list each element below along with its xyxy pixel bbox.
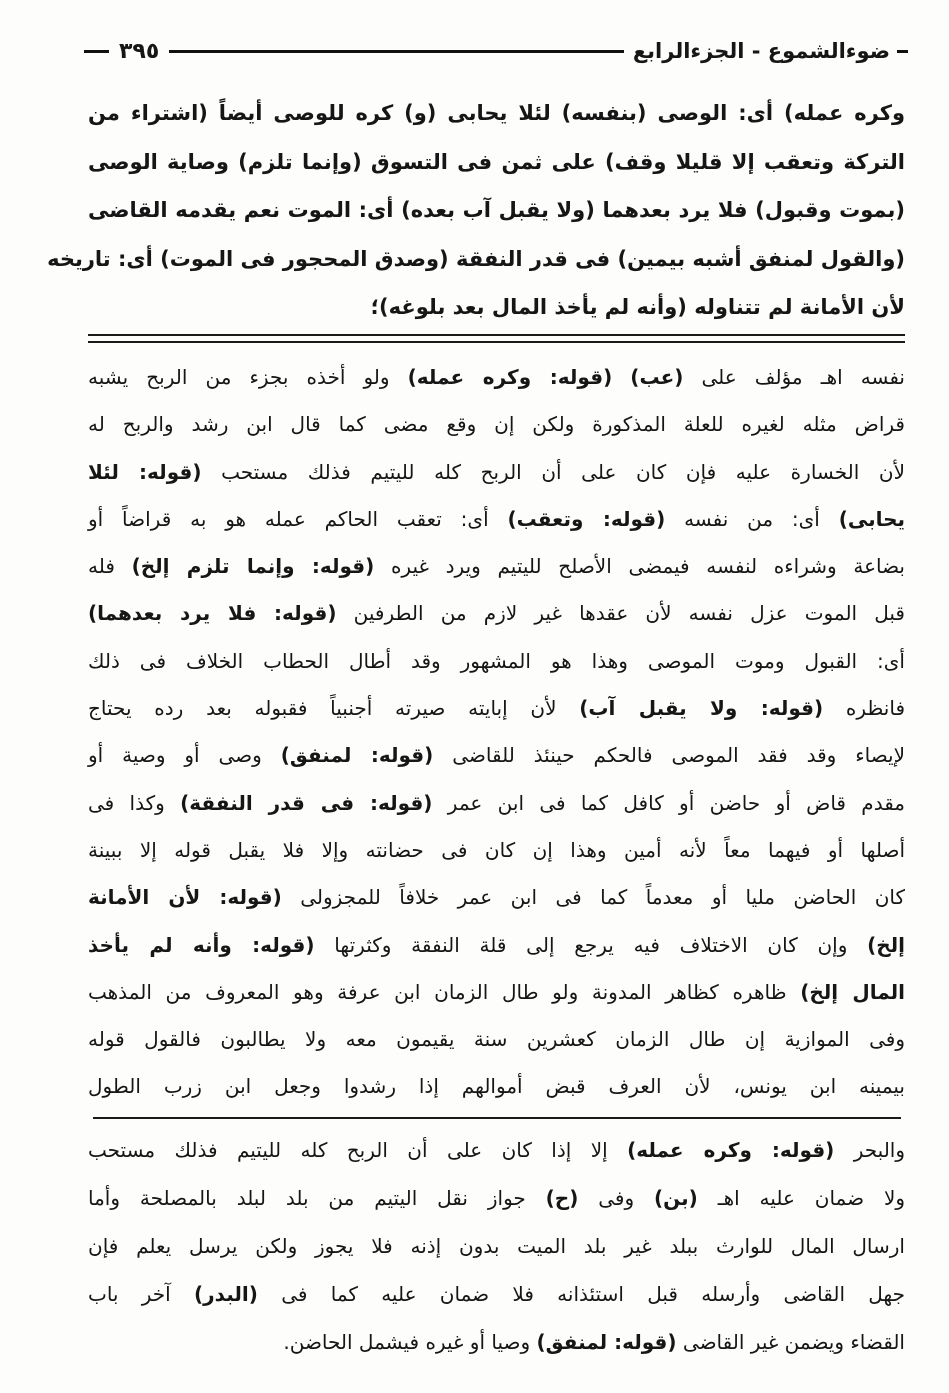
- commentary-text: ولا ضمان عليه اهـ: [717, 1186, 906, 1210]
- quoted-lemma: (ح): [545, 1186, 579, 1210]
- commentary-line: [88, 354, 905, 401]
- book-title: ضوءالشموع - الجزءالرابع: [632, 39, 890, 63]
- commentary-text: القضاء ويضمن غير القاضى: [682, 1330, 905, 1354]
- quoted-lemma: (قوله: ولا يقبل آب): [579, 696, 824, 721]
- commentary-line: [88, 685, 905, 732]
- commentary-text: أى: تعقب الحاكم عمله هو به قراضاً أو: [88, 506, 489, 531]
- commentary-text: وكذا فى: [88, 790, 165, 815]
- commentary-text: إلا إذا كان على أن الربح كله لليتيم فذلك مستحب: [88, 1138, 608, 1162]
- quoted-lemma: (البدر): [194, 1282, 258, 1306]
- commentary-text: مقدم قاض أو حاضن أو كافل كما فى ابن عمر: [447, 790, 906, 815]
- quoted-lemma: (عب): [630, 365, 684, 389]
- commentary-text: فانظره: [845, 696, 906, 721]
- main-text: [47, 89, 905, 332]
- commentary-text: ظاهره كظاهر المدونة ولو طال الزمان ابن عرفة وهو المعروف من المذهب: [88, 979, 787, 1004]
- quoted-lemma: (قوله: وأنه لم يأخذ: [88, 932, 315, 957]
- quoted-lemma: (قوله: فى قدر النفقة): [180, 790, 433, 815]
- commentary-line: [88, 1016, 905, 1063]
- bottom-note: [88, 1126, 905, 1366]
- commentary-line: [88, 1063, 905, 1110]
- main-text-line: (بموت وقبول) فلا يرد بعدهما (ولا يقبل آب بعده) أى: الموت نعم يقدمه القاضى: [88, 198, 905, 222]
- bottom-note-line: [88, 1222, 905, 1270]
- commentary-text: أى: القبول وموت الموصى وهذا هو المشهور وقد أطال الحطاب الخلاف فى ذلك: [88, 648, 905, 673]
- commentary-footnotes: [88, 354, 905, 1111]
- header-rule: [169, 50, 624, 53]
- commentary-text: والبحر: [853, 1138, 906, 1162]
- commentary-text: وصى أو وصية أو: [88, 743, 262, 768]
- quoted-lemma: (قوله: لمنفق): [280, 743, 434, 768]
- commentary-line: [88, 496, 905, 543]
- commentary-line: [88, 449, 905, 496]
- commentary-line: [88, 401, 905, 448]
- commentary-text: بيمينه ابن يونس، لأن العرف قبض أموالهم إذا رشدوا وجعل ابن زرب الطول: [88, 1074, 905, 1099]
- commentary-text: ولو أخذه بجزء من الربح يشبه: [88, 365, 390, 389]
- commentary-line: [88, 874, 905, 921]
- commentary-text: قراض مثله لغيره للعلة المذكورة ولكن إن وقع مضى كما قال ابن رشد والربح له: [88, 412, 905, 437]
- commentary-text: فله: [88, 554, 115, 579]
- double-rule-divider: [88, 334, 905, 343]
- main-text-line: وكره عمله) أى: الوصى (بنفسه) لئلا يحابى (و) كره للوصى أيضاً (اشتراء من: [88, 101, 905, 125]
- bottom-note-line: [88, 1270, 905, 1318]
- quoted-lemma: يحابى): [838, 506, 906, 531]
- quoted-lemma: (قوله: وكره عمله): [627, 1138, 835, 1162]
- commentary-line: [88, 780, 905, 827]
- quoted-lemma: (قوله: فلا يرد بعدهما): [88, 601, 337, 626]
- commentary-line: [88, 969, 905, 1016]
- main-text-line: لأن الأمانة لم تتناوله (وأنه لم يأخذ المال بعد بلوغه)؛: [370, 295, 905, 319]
- commentary-text: بضاعة وشراءه لنفسه فيمضى الأصلح لليتيم ويرد غيره: [390, 554, 906, 579]
- commentary-line: [88, 827, 905, 874]
- commentary-text: جواز نقل اليتيم من بلد لبلد بالمصلحة وأما: [88, 1186, 526, 1210]
- quoted-lemma: (قوله: وإنما تلزم إلخ): [131, 554, 375, 579]
- commentary-line: [88, 922, 905, 969]
- commentary-text: جهل القاضى وأرسله قبل استئذانه فلا ضمان عليه كما فى: [281, 1282, 906, 1306]
- commentary-text: لأن الخسارة عليه فإن كان على أن الربح كله لليتيم فذلك مستحب: [221, 459, 906, 484]
- commentary-text: لإيصاء وقد فقد الموصى فالحكم حينئذ للقاضى: [452, 743, 906, 768]
- commentary-text: وإن كان الاختلاف فيه يرجع إلى قلة النفقة وكثرتها: [334, 932, 848, 957]
- header-rule-right: [897, 50, 908, 53]
- commentary-text: وصيا أو غيره فيشمل الحاضن.: [283, 1330, 531, 1354]
- page-number: ٣٩٥: [119, 38, 160, 64]
- commentary-text: لأن إبايته صيرته أجنبياً فقبوله بعد رده يحتاج: [88, 696, 557, 721]
- bottom-note-line: [88, 1126, 905, 1174]
- quoted-lemma: المال إلخ): [800, 979, 905, 1004]
- quoted-lemma: (قوله: لأن الأمانة: [88, 885, 282, 910]
- commentary-text: أى: من نفسه: [684, 506, 820, 531]
- commentary-text: كان الحاضن مليا أو معدماً كما فى ابن عمر خلافاً للمجزولى: [300, 885, 905, 910]
- commentary-line: [88, 732, 905, 779]
- bottom-note-line: [88, 1318, 905, 1366]
- commentary-text: وفى: [598, 1186, 635, 1210]
- commentary-text: قبل الموت عزل نفسه لأن عقدها غير لازم من الطرفين: [353, 601, 905, 626]
- commentary-line: [88, 543, 905, 590]
- quoted-lemma: (قوله: وتعقب): [507, 506, 666, 531]
- commentary-text: آخر باب: [88, 1282, 171, 1306]
- commentary-text: وفى الموازية إن طال الزمان كعشرين سنة يقيمون معه ولا يطالبون فالقول قوله: [88, 1027, 905, 1052]
- commentary-text: نفسه اهـ مؤلف على: [701, 365, 906, 389]
- commentary-line: [88, 590, 905, 637]
- commentary-text: أصلها أو فيهما معاً لأنه أمين وهذا إن كان فى حضانته وإلا فلا يقبل قوله إلا ببينة: [88, 837, 905, 862]
- commentary-text: ارسال المال للوارث ببلد غير بلد الميت بدون إذنه فلا يجوز ولكن يرسل يعلم فإن: [88, 1234, 905, 1258]
- quoted-lemma: (قوله: لمنفق): [536, 1330, 677, 1354]
- bottom-note-line: [88, 1174, 905, 1222]
- quoted-lemma: (قوله: وكره عمله): [407, 365, 613, 389]
- header-rule-left: [84, 50, 109, 53]
- quoted-lemma: إلخ): [867, 932, 906, 957]
- footnote-rule-divider: [93, 1117, 901, 1119]
- main-text-line: التركة وتعقب إلا قليلا وقف) على ثمن فى التسوق (وإنما تلزم) وصاية الوصى: [88, 149, 905, 174]
- quoted-lemma: (بن): [654, 1186, 698, 1210]
- commentary-line: [88, 638, 905, 685]
- running-header: [84, 33, 908, 69]
- main-text-line: (والقول لمنفق أشبه بيمين) فى قدر النفقة (وصدق المحجور فى الموت) أى: تاريخه: [47, 246, 905, 271]
- quoted-lemma: (قوله: لئلا: [88, 459, 202, 484]
